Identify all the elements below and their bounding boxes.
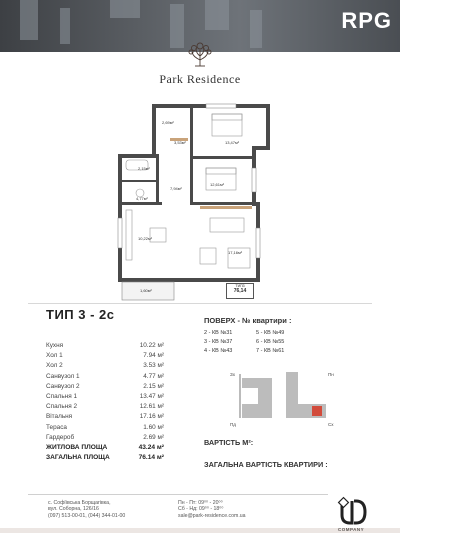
floor-item: 6 - КВ №55 xyxy=(256,339,285,345)
apartment-badge: ТИП3 76,14 xyxy=(226,283,254,299)
plan-label-living: 17,16м² xyxy=(228,250,243,255)
table-row: Спальня 1 13.47 м² xyxy=(46,392,164,400)
floor-item: 3 - КВ №37 xyxy=(204,339,233,345)
divider xyxy=(28,303,372,304)
plan-label-wardrobe: 2,69м² xyxy=(162,120,174,125)
total-area-row: ЗАГАЛЬНА ПЛОЩА 76.14 м² xyxy=(46,454,164,462)
total-price-label: ЗАГАЛЬНА ВАРТІСТЬ КВАРТИРИ : xyxy=(204,460,328,469)
plan-label-bath2: 2,15м² xyxy=(138,166,150,171)
footer-divider xyxy=(28,494,328,495)
floor-item: 4 - КВ №43 xyxy=(204,348,233,354)
compass-south-label: Пд xyxy=(230,422,236,427)
table-row: Санвузол 2 2.15 м² xyxy=(46,382,164,390)
floors-title: ПОВЕРХ - № квартири : xyxy=(204,316,292,325)
building-mini-plan xyxy=(228,368,338,430)
table-row: Хол 2 3.53 м² xyxy=(46,362,164,370)
plan-label-bedroom2: 12,61м² xyxy=(210,182,225,187)
footer-address: с. Софіївська Борщагівка, вул. Соборна, 126/16 (097) 513-00-01, (044) 344-01-00 xyxy=(48,500,126,519)
company-label: COMPANY xyxy=(338,527,365,532)
apartment-marker xyxy=(312,406,322,416)
table-row: Спальня 2 12.61 м² xyxy=(46,403,164,411)
table-row: Гардероб 2.69 м² xyxy=(46,433,164,441)
ud-company-logo xyxy=(338,497,368,527)
plan-label-bath1: 4,77м² xyxy=(136,196,148,201)
footer-hours: Пн - Пт: 09⁰⁰ - 20⁰⁰ Сб - Нд: 09⁰⁰ - 18⁰⁰ sale@park-residence.com.ua xyxy=(178,500,246,519)
residence-title: Park Residence xyxy=(159,72,241,86)
floor-item: 5 - КВ №49 xyxy=(256,330,285,336)
room-area-table xyxy=(46,341,164,463)
plan-label-kitchen: 10,22м² xyxy=(138,236,153,241)
plan-label-terrace: 1,60м² xyxy=(140,288,152,293)
price-per-m2-label: ВАРТІСТЬ М²: xyxy=(204,438,254,447)
bottom-strip xyxy=(0,528,400,533)
compass-west-label: Зх xyxy=(230,372,235,377)
living-area-row: ЖИТЛОВА ПЛОЩА 43.24 м² xyxy=(46,443,164,451)
plan-label-hall2: 3,53м² xyxy=(174,140,186,145)
plan-label-hall1: 7,94м² xyxy=(170,186,182,191)
table-row: Тераса 1.60 м² xyxy=(46,423,164,431)
agency-watermark xyxy=(341,8,458,33)
agency-logo-text: RPG xyxy=(341,8,392,33)
svg-text:UD: UD xyxy=(338,497,340,498)
table-row: Кухня 10.22 м² xyxy=(46,342,164,349)
table-row: Санвузол 1 4.77 м² xyxy=(46,372,164,380)
table-row: Хол 1 7.94 м² xyxy=(46,352,164,360)
table-row: Вітальня 17.16 м² xyxy=(46,413,164,421)
compass-north-label: Пн xyxy=(328,372,334,377)
floor-plan xyxy=(100,98,290,303)
plan-label-bedroom1: 13,47м² xyxy=(225,140,240,145)
apartment-type-title: ТИП 3 - 2с xyxy=(46,307,115,322)
compass-east-label: Сх xyxy=(328,422,334,427)
floor-item: 7 - КВ №61 xyxy=(256,348,285,354)
tree-logo-icon xyxy=(186,38,214,68)
floor-item: 2 - КВ №31 xyxy=(204,330,233,336)
email-link[interactable]: sale@park-residence.com.ua xyxy=(178,512,246,519)
agency-tagline: REALTY PROFESSIONAL GROUP xyxy=(401,11,458,32)
